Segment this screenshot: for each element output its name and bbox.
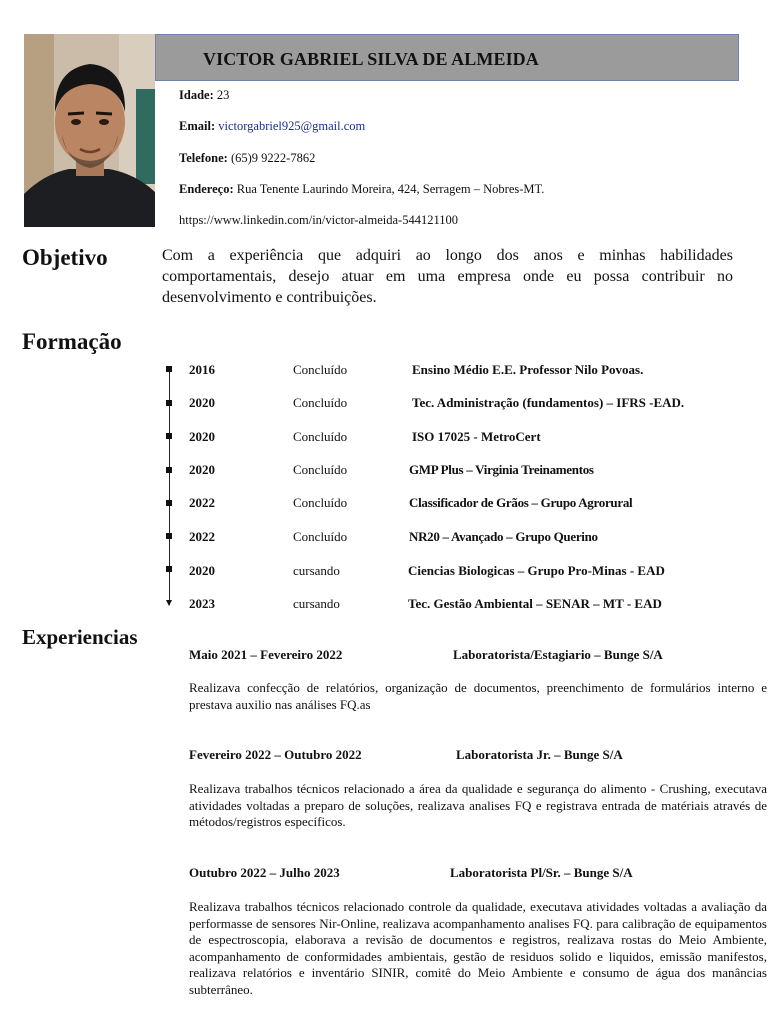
- formacao-year: 2020: [189, 462, 215, 477]
- formacao-year: 2022: [189, 529, 215, 544]
- formacao-status: Concluído: [293, 429, 348, 444]
- experience-period: Fevereiro 2022 – Outubro 2022: [189, 747, 362, 762]
- experience-role: Laboratorista/Estagiario – Bunge S/A: [453, 647, 663, 662]
- formacao-status: Concluído: [293, 362, 348, 377]
- section-title-formacao: Formação: [22, 329, 122, 354]
- phone-value: (65)9 9222-7862: [230, 151, 316, 165]
- email-line: [179, 119, 365, 134]
- timeline-dot: [166, 366, 172, 372]
- formacao-course: Tec. Administração (fundamentos) – IFRS -EAD.: [412, 395, 685, 410]
- formacao-status: Concluído: [293, 395, 348, 410]
- formacao-course: Classificador de Grãos – Grupo Agrorural: [409, 495, 633, 510]
- section-title-objetivo: Objetivo: [22, 245, 108, 270]
- formacao-course: ISO 17025 - MetroCert: [412, 429, 541, 444]
- experience-description: Realizava confecção de relatórios, organização de documentos, preenchimento de formulários interno e prestava auxilio nas análises FQ.as: [189, 680, 767, 712]
- experience-description: Realizava trabalhos técnicos relacionado a área da qualidade e segurança do alimento - Crushing, executava atividades voltadas a preparo de soluções, realizava analises FQ e registrava entrada de matériais através de métodos/registros específicos.: [189, 781, 767, 829]
- formacao-course: Tec. Gestão Ambiental – SENAR – MT - EAD: [408, 596, 662, 611]
- section-title-experiencias: Experiencias: [22, 625, 138, 649]
- experience-role: Laboratorista Pl/Sr. – Bunge S/A: [450, 865, 633, 880]
- formacao-status: Concluído: [293, 462, 348, 477]
- profile-photo-illustration: [24, 34, 155, 227]
- address-label: Endereço:: [179, 182, 234, 196]
- phone-label: Telefone:: [179, 151, 228, 165]
- profile-photo: [24, 34, 155, 227]
- formacao-status: Concluído: [293, 495, 348, 510]
- formacao-year: 2023: [189, 596, 215, 611]
- formacao-year: 2020: [189, 395, 215, 410]
- timeline-dot: [166, 566, 172, 572]
- experience-description: Realizava trabalhos técnicos relacionado controle da qualidade, executava atividades voltadas a avaliação da performasse de sensores Nir-Online, realizava acompanhamento analises FQ. para calibração de equipamentos de espectroscopia, elaborava a revisão de documentos e registros, realizava rostas do Meio Ambiente, acompanhamento de conformidades ambientais, gestão de residuos solido e liquidos, emissão manifestos, realizava relatórios e inventário SINIR, comitê do Meio Ambiente e consumo de água dos manâncias subterrâneo.: [189, 899, 767, 997]
- name-header: [155, 34, 739, 81]
- formacao-year: 2020: [189, 429, 215, 444]
- candidate-name: VICTOR GABRIEL SILVA DE ALMEIDA: [203, 49, 539, 69]
- timeline-dot: [166, 433, 172, 439]
- age-label: Idade:: [179, 88, 214, 102]
- phone-line: [179, 151, 315, 166]
- timeline-dot: [166, 467, 172, 473]
- email-label: Email:: [179, 119, 216, 133]
- linkedin-link[interactable]: https://www.linkedin.com/in/victor-almeida-544121100: [179, 213, 458, 227]
- formacao-year: 2022: [189, 495, 215, 510]
- formacao-status: cursando: [293, 596, 340, 611]
- formacao-course: Ciencias Biologicas – Grupo Pro-Minas - EAD: [408, 563, 665, 578]
- email-link[interactable]: victorgabriel925@gmail.com: [218, 119, 366, 133]
- experience-period: Maio 2021 – Fevereiro 2022: [189, 647, 343, 662]
- formacao-course: GMP Plus – Virginia Treinamentos: [409, 462, 594, 477]
- age-value: 23: [216, 88, 230, 102]
- timeline-dot: [166, 400, 172, 406]
- timeline-dot: [166, 500, 172, 506]
- formacao-year: 2020: [189, 563, 215, 578]
- experience-role: Laboratorista Jr. – Bunge S/A: [456, 747, 623, 762]
- age-line: [179, 88, 229, 103]
- formacao-course: Ensino Médio E.E. Professor Nilo Povoas.: [412, 362, 644, 377]
- experience-period: Outubro 2022 – Julho 2023: [189, 865, 340, 880]
- timeline-arrow-icon: [166, 600, 172, 606]
- address-line: [179, 182, 544, 197]
- formacao-year: 2016: [189, 362, 215, 377]
- timeline-dot: [166, 533, 172, 539]
- formacao-course: NR20 – Avançado – Grupo Querino: [409, 529, 598, 544]
- formacao-status: Concluído: [293, 529, 348, 544]
- formacao-status: cursando: [293, 563, 340, 578]
- address-value: Rua Tenente Laurindo Moreira, 424, Serragem – Nobres-MT.: [236, 182, 545, 196]
- objetivo-text: Com a experiência que adquiri ao longo dos anos e minhas habilidades comportamentais, desejo atuar em uma empresa onde eu possa contribuir no desenvolvimento e contribuições.: [162, 247, 733, 306]
